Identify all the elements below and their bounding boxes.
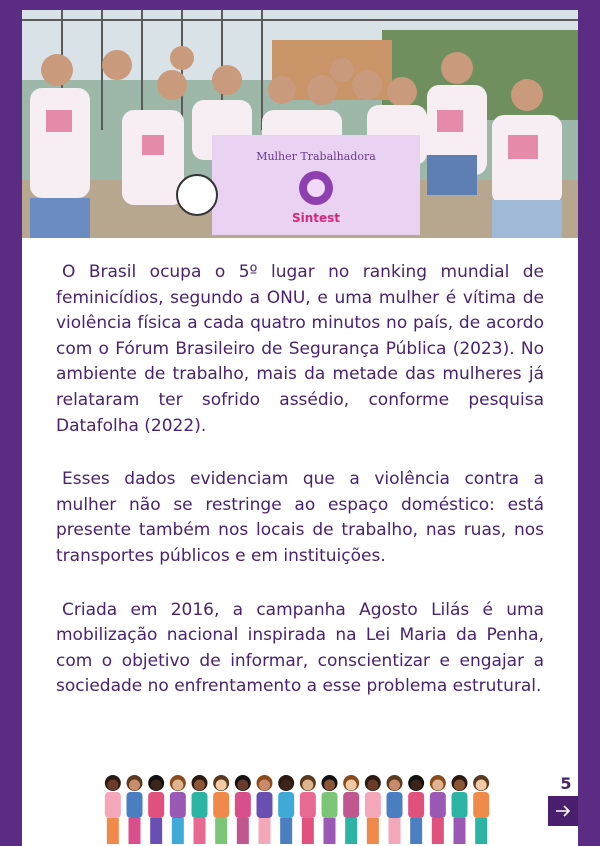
- woman-figure: [408, 775, 424, 844]
- woman-figure: [278, 775, 294, 844]
- woman-figure: [322, 775, 338, 844]
- paragraph-3: Criada em 2016, a campanha Agosto Lilás é uma mobilização nacional inspirada na Lei Maria da Penha, com o objetivo de informar, conscientizar e engajar a sociedade no enfrentamento a esse problema estrutural.: [56, 599, 544, 697]
- article-body: [56, 260, 544, 728]
- woman-figure: [430, 775, 446, 844]
- woman-figure: [452, 775, 468, 844]
- woman-figure: [105, 775, 121, 844]
- woman-figure: [213, 775, 229, 844]
- woman-figure: [127, 775, 143, 844]
- page-number: 5: [560, 774, 572, 793]
- woman-figure: [300, 775, 316, 844]
- next-page-button[interactable]: [548, 796, 578, 826]
- woman-figure: [235, 775, 251, 844]
- women-illustration: [102, 774, 492, 846]
- woman-figure: [192, 775, 208, 844]
- paragraph-1: O Brasil ocupa o 5º lugar no ranking mundial de feminicídios, segundo a ONU, e uma mulher é vítima de violência física a cada quatro minutos no país, de acordo com o Fórum Brasileiro de Segurança Pública (2023). No ambiente de trabalho, mais da metade das mulheres já relataram ter sofrido assédio, conforme pesquisa Datafolha (2022).: [56, 262, 544, 436]
- arrow-right-icon: [555, 805, 571, 817]
- paragraph-2: Esses dados evidenciam que a violência contra a mulher não se restringe ao espaço doméstico: está presente também nos locais de trabalho, nas ruas, nos transportes públicos e em instituições.: [56, 469, 544, 566]
- woman-figure: [473, 775, 489, 844]
- woman-figure: [148, 775, 164, 844]
- woman-figure: [387, 775, 403, 844]
- banner-line1: Mulher Trabalhadora: [256, 150, 376, 163]
- group-photo: [22, 10, 578, 238]
- page: [22, 10, 578, 846]
- banner-line2: Sintest: [291, 211, 341, 225]
- woman-figure: [365, 775, 381, 844]
- woman-figure: [343, 775, 359, 844]
- woman-figure: [257, 775, 273, 844]
- woman-figure: [170, 775, 186, 844]
